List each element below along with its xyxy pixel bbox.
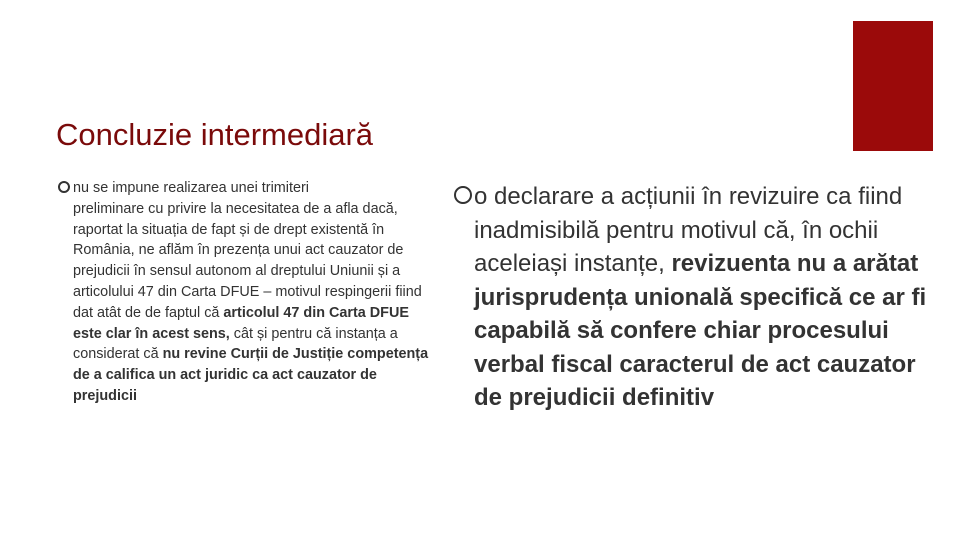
left-bullet-line1: nu se impune realizarea unei trimiteri: [73, 180, 309, 196]
left-bullet: [58, 178, 438, 407]
left-bullet-normal-2: cât și pentru că instanța a considerat că: [73, 325, 398, 363]
left-bullet-bold-1: articolul 47 din Carta DFUE este clar în acest sens,: [73, 304, 409, 342]
left-bullet-normal-1: preliminare cu privire la necesitatea de a afla dacă, raportat la situația de fapt și de drept existentă în România, ne aflăm în prezența unui act cauzator de prejudicii în sensul autonom al dreptului Uniunii și a articolului 47 din Carta DFUE – motivul respingerii fiind dat atât de de faptul că: [73, 200, 422, 321]
right-bullet-bold: revizuenta nu a arătat jurisprudența unională specifică ce ar fi capabilă să confere chiar procesului verbal fiscal caracterul de act cauzator de prejudicii definitiv: [474, 250, 927, 411]
hollow-circle-bullet-icon: [454, 186, 472, 204]
left-bullet-bold-2: nu revine Curții de Justiție competența de a califica un act juridic ca act cauzator de prejudicii: [73, 346, 429, 404]
hollow-circle-bullet-icon: [58, 181, 70, 193]
right-bullet: [454, 180, 934, 415]
left-bullet-text: [73, 178, 438, 407]
right-bullet-normal: o declarare a acțiunii în revizuire ca fiind inadmisibilă pentru motivul că, în ochii aceleiași instanțe,: [474, 183, 903, 277]
accent-bar: [853, 21, 933, 151]
slide-title: Concluzie intermediară: [56, 117, 374, 152]
left-bullet-body: [58, 199, 438, 407]
right-bullet-text: [474, 180, 934, 415]
